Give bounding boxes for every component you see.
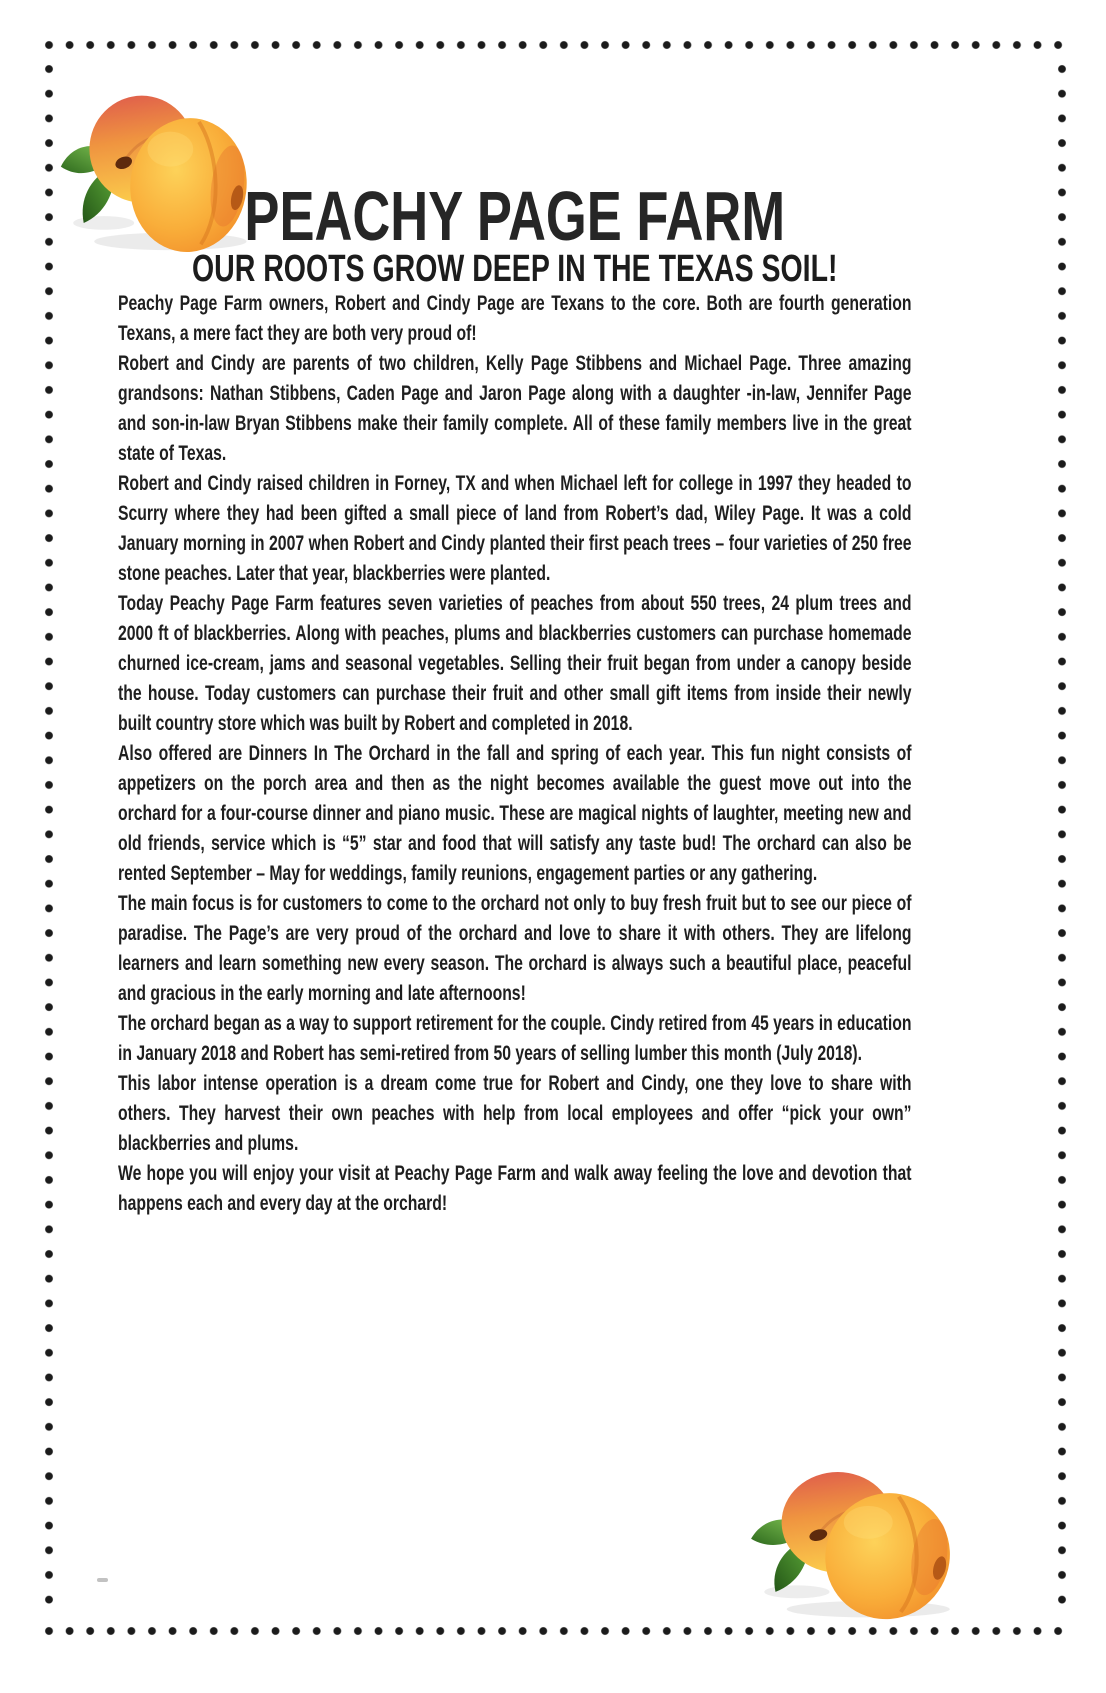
dotted-border-right [1057, 64, 1067, 1620]
closing-paragraph: We hope you will enjoy your visit at Peachy Page Farm and walk away feeling the love and devotion that happens each and every day at the orchard! [118, 1162, 912, 1215]
farm-subtitle: OUR ROOTS GROW DEEP IN THE TEXAS SOIL! [191, 248, 838, 290]
scan-artifact-dash [97, 1578, 108, 1582]
peach-cluster-art [751, 1472, 958, 1622]
main-focus-paragraph: The main focus is for customers to come to the orchard not only to buy fresh fruit but to see our piece of paradise. The Page’s are very proud of the orchard and love to share it with others. They are lifelong learners and learn something new every season. The orchard is always such a beautiful place, peaceful and gracious in the early morning and late afternoons! [118, 892, 912, 1005]
farm-today-paragraph: Today Peachy Page Farm features seven varieties of peaches from about 550 trees, 24 plum trees and 2000 ft of blackberries. Along with peaches, plums and blackberries customers can purchase homemade churned ice-cream, jams and seasonal vegetables. Selling their fruit began from under a canopy beside the house. Today customers can purchase their fruit and other small gift items from inside their newly built country store which was built by Robert and completed in 2018. [118, 592, 912, 735]
dotted-border-left [44, 64, 54, 1620]
dinners-paragraph: Also offered are Dinners In The Orchard in the fall and spring of each year. This fun night consists of appetizers on the porch area and then as the night becomes available the guest move out into the orchard for a four-course dinner and piano music. These are magical nights of laughter, meeting new and old friends, service which is “5” star and food that will satisfy any taste bud! The orchard can also be rented September – May for weddings, family reunions, engagement parties or any gathering. [118, 742, 912, 885]
dotted-border-top [44, 40, 1068, 50]
family-paragraph: Robert and Cindy are parents of two children, Kelly Page Stibbens and Michael Page. Three amazing grandsons: Nathan Stibbens, Caden Page and Jaron Page along with a daughter -in-law, Jennifer Page and son-in-law Bryan Stibbens make their family complete. All of these family members live in the great state of Texas. [118, 352, 912, 465]
peaches-with-leaves-icon [748, 1462, 962, 1622]
retirement-paragraph: The orchard began as a way to support retirement for the couple. Cindy retired from 45 years in education in January 2018 and Robert has semi-retired from 50 years of selling lumber this month (July 2018). [118, 1012, 912, 1065]
history-paragraph: Robert and Cindy raised children in Forney, TX and when Michael left for college in 1997 they headed to Scurry where they had been gifted a small piece of land from Robert’s dad, Wiley Page. It was a cold January morning in 2007 when Robert and Cindy planted their first peach trees – four varieties of 250 free stone peaches. Later that year, blackberries were planted. [118, 472, 912, 585]
intro-paragraph: Peachy Page Farm owners, Robert and Cindy Page are Texans to the core. Both are fourth generation Texans, a mere fact they are both very proud of! [118, 292, 912, 345]
dotted-border-bottom [44, 1626, 1068, 1636]
labor-paragraph: This labor intense operation is a dream come true for Robert and Cindy, one they love to share with others. They harvest their own peaches with help from local employees and offer “pick your own” blackberries and plums. [118, 1072, 912, 1155]
document-body [118, 177, 912, 1219]
farm-title: PEACHY PAGE FARM [244, 177, 786, 255]
